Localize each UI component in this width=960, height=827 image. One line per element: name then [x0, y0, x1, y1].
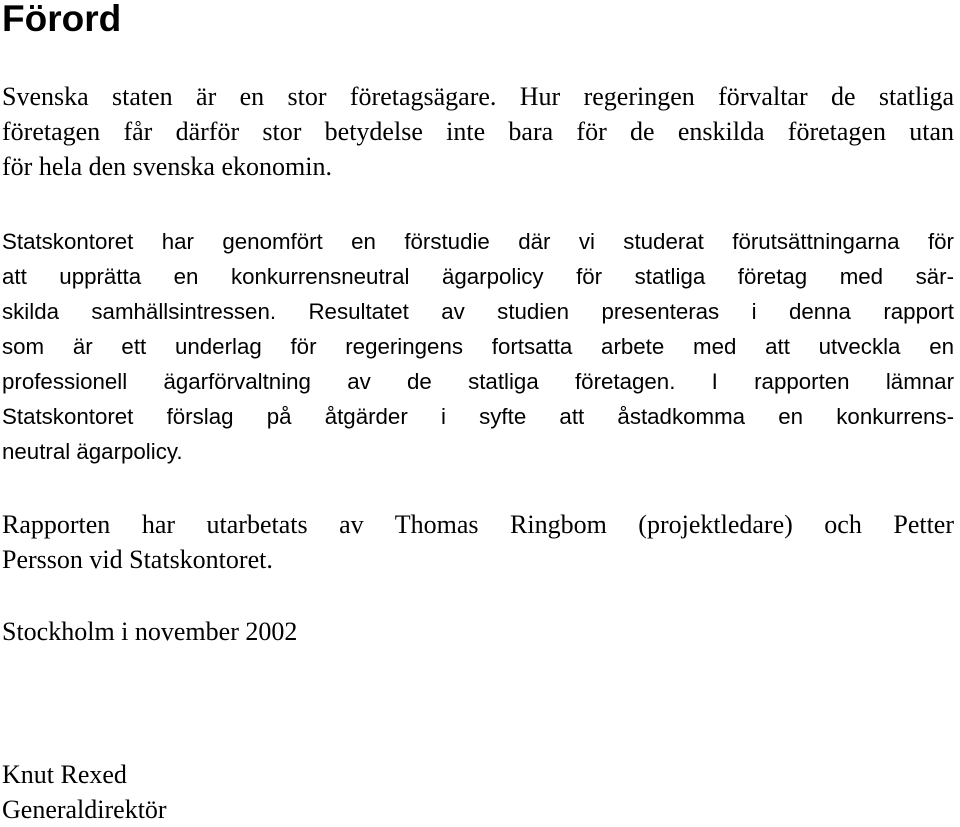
intro-line-3: för hela den svenska ekonomin. [2, 152, 332, 181]
study-line-1: Statskontoret har genomfört en förstudie där vi studerat förutsättningarna för [2, 229, 954, 254]
place-date: Stockholm i november 2002 [2, 617, 298, 646]
intro-line-2: företagen får därför stor betydelse inte bara för de enskilda företagen utan [2, 117, 954, 146]
signature-name: Knut Rexed [2, 760, 127, 789]
intro-line-1: Svenska staten är en stor företagsägare. Hur regeringen förvaltar de statliga [2, 82, 954, 111]
study-line-7: neutral ägarpolicy. [2, 439, 183, 464]
signature-title: Generaldirektör [2, 795, 167, 824]
study-line-3: skilda samhällsintressen. Resultatet av studien presenteras i denna rapport [2, 299, 954, 324]
study-line-6: Statskontoret förslag på åtgärder i syfte att åstadkomma en konkurrens- [2, 404, 954, 429]
study-line-2: att upprätta en konkurrensneutral ägarpolicy för statliga företag med sär- [2, 264, 954, 289]
page-title: Förord [2, 0, 122, 39]
authors-line-2: Persson vid Statskontoret. [2, 545, 273, 574]
authors-line-1: Rapporten har utarbetats av Thomas Ringbom (projektledare) och Petter [2, 510, 954, 539]
study-line-4: som är ett underlag för regeringens fortsatta arbete med att utveckla en [2, 334, 954, 359]
study-line-5: professionell ägarförvaltning av de statliga företagen. I rapporten lämnar [2, 369, 954, 394]
